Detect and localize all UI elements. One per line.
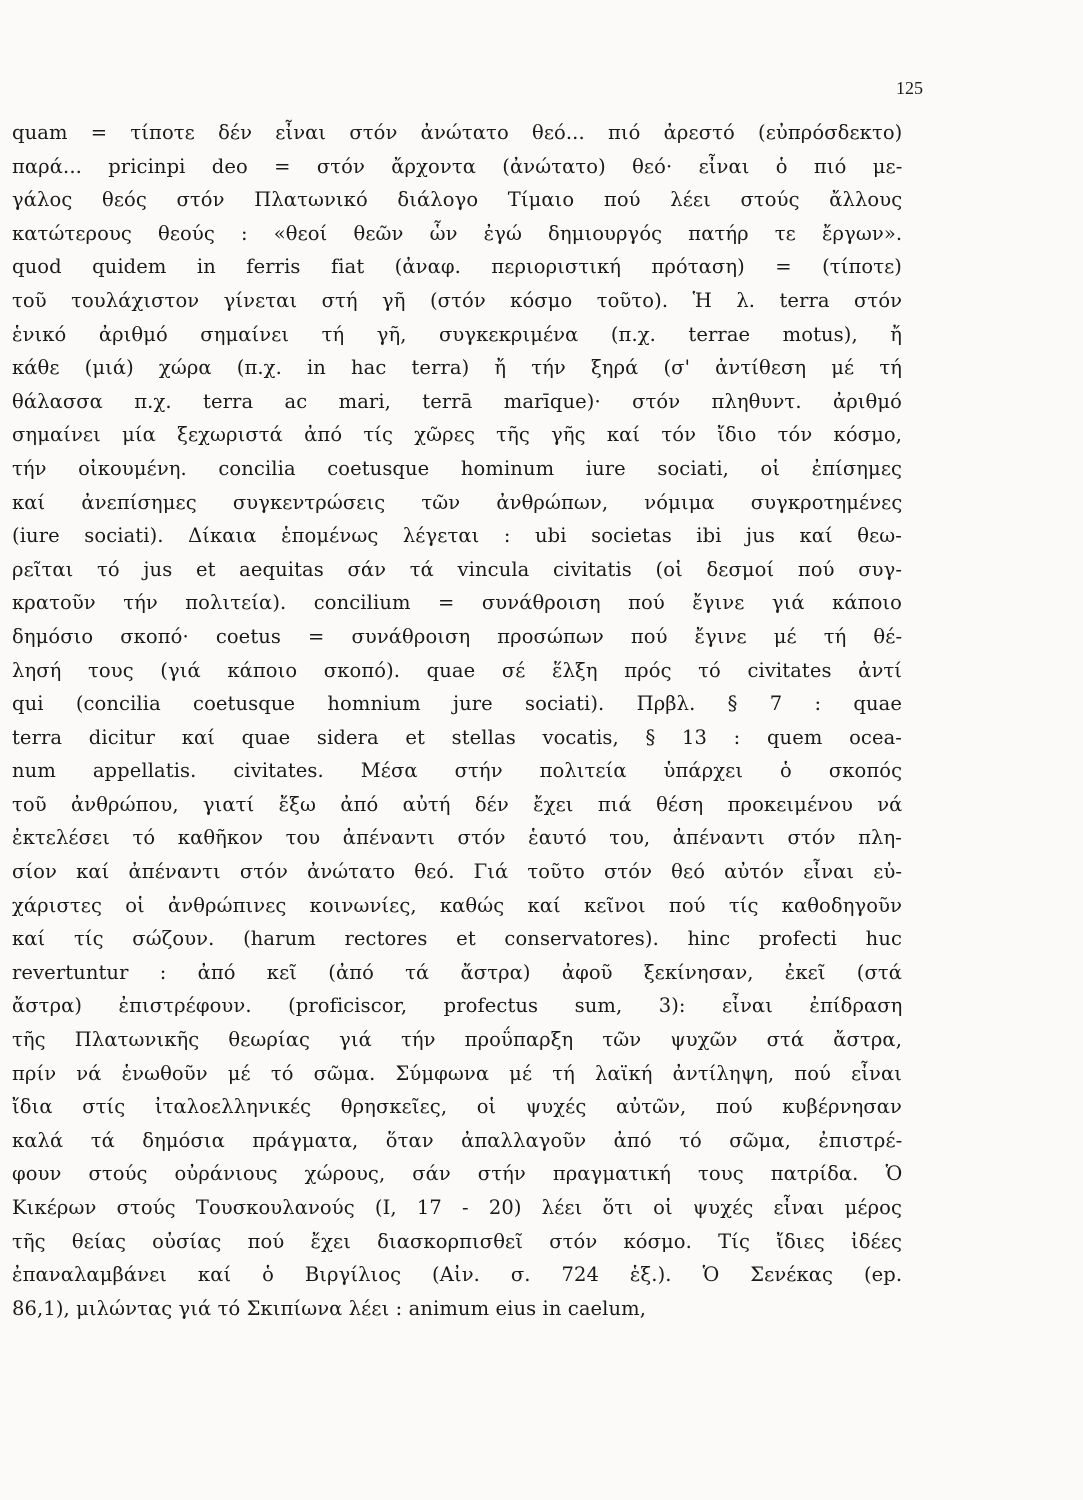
text-line: γάλος θεός στόν Πλατωνικό διάλογο Τίμαιο πού λέει στούς ἄλλους	[12, 188, 902, 212]
text-line: num appellatis. civitates. Μέσα στήν πολιτεία ὑπάρχει ὁ σκοπός	[12, 759, 902, 783]
text-line: ἄστρα) ἐπιστρέφουν. (proficiscor, profectus sum, 3): εἶναι ἐπίδραση	[12, 994, 902, 1018]
text-line: quod quidem in ferris fiat (ἀναφ. περιοριστική πρόταση) = (τίποτε)	[12, 255, 902, 279]
body-text	[12, 116, 902, 1325]
text-line: ἐπαναλαμβάνει καί ὁ Βιργίλιος (Αἰν. σ. 724 ἑξ.). Ὁ Σενέκας (ep.	[12, 1263, 902, 1287]
text-line: Κικέρων στούς Τουσκουλανούς (I, 17 - 20) λέει ὅτι οἱ ψυχές εἶναι μέρος	[12, 1196, 902, 1219]
text-line: πρίν νά ἑνωθοῦν μέ τό σῶμα. Σύμφωνα μέ τή λαϊκή ἀντίληψη, πού εἶναι	[12, 1061, 902, 1085]
text-line: κάθε (μιά) χώρα (π.χ. in hac terra) ἤ τήν ξηρά (σ' ἀντίθεση μέ τή	[12, 356, 902, 380]
text-line: φουν στούς οὐράνιους χώρους, σάν στήν πραγματική τους πατρίδα. Ὁ	[12, 1162, 902, 1186]
text-line: σίον καί ἀπέναντι στόν ἀνώτατο θεό. Γιά τοῦτο στόν θεό αὐτόν εἶναι εὐ-	[12, 860, 902, 884]
text-line: καλά τά δημόσια πράγματα, ὅταν ἀπαλλαγοῦν ἀπό τό σῶμα, ἐπιστρέ-	[12, 1128, 902, 1152]
text-line: κατώτερους θεούς : «θεοί θεῶν ὧν ἐγώ δημιουργός πατήρ τε ἔργων».	[12, 221, 902, 245]
text-line: δημόσιο σκοπό· coetus = συνάθροιση προσώπων πού ἔγινε μέ τή θέ-	[12, 624, 902, 648]
page-number: 125	[896, 78, 923, 98]
text-line: χάριστες οἱ ἀνθρώπινες κοινωνίες, καθώς καί κεῖνοι πού τίς καθοδηγοῦν	[12, 893, 902, 917]
text-line: 86,1), μιλώντας γιά τό Σκιπίωνα λέει : animum eius in caelum,	[12, 1296, 647, 1320]
text-line: τοῦ τουλάχιστον γίνεται στή γῆ (στόν κόσμο τοῦτο). Ἡ λ. terra στόν	[12, 288, 902, 312]
text-line: τήν οἰκουμένη. concilia coetusque hominum iure sociati, οἱ ἐπίσημες	[12, 456, 902, 480]
text-line: (iure sociati). Δίκαια ἑπομένως λέγεται : ubi societas ibi jus καί θεω-	[12, 524, 902, 548]
text-line: ρεῖται τό jus et aequitas σάν τά vincula civitatis (οἱ δεσμοί πού συγ-	[12, 557, 902, 581]
text-line: λησή τους (γιά κάποιο σκοπό). quae σέ ἕλξη πρός τό civitates ἀντί	[12, 658, 902, 682]
text-line: τοῦ ἀνθρώπου, γιατί ἔξω ἀπό αὐτή δέν ἔχει πιά θέση προκειμένου νά	[12, 792, 902, 816]
text-line: κρατοῦν τήν πολιτεία). concilium = συνάθροιση πού ἔγινε γιά κάποιο	[12, 591, 902, 615]
text-line: παρά... pricinpi deo = στόν ἄρχοντα (ἀνώτατο) θεό· εἶναι ὁ πιό με-	[12, 154, 902, 178]
text-line: σημαίνει μία ξεχωριστά ἀπό τίς χῶρες τῆς γῆς καί τόν ἴδιο τόν κόσμο,	[12, 423, 902, 447]
text-line: καί ἀνεπίσημες συγκεντρώσεις τῶν ἀνθρώπων, νόμιμα συγκροτημένες	[12, 490, 902, 514]
text-line: revertuntur : ἀπό κεῖ (ἀπό τά ἄστρα) ἀφοῦ ξεκίνησαν, ἐκεῖ (στά	[12, 960, 902, 984]
text-line: terra dicitur καί quae sidera et stellas vocatis, § 13 : quem ocea-	[12, 725, 902, 749]
text-line: ἑνικό ἀριθμό σημαίνει τή γῆ, συγκεκριμένα (π.χ. terrae motus), ἤ	[12, 322, 902, 346]
text-line: ἐκτελέσει τό καθῆκον του ἀπέναντι στόν ἑαυτό του, ἀπέναντι στόν πλη-	[12, 826, 902, 850]
text-line: θάλασσα π.χ. terra ac mari, terrā marīque)· στόν πληθυντ. ἀριθμό	[12, 389, 902, 413]
text-line: τῆς θείας οὐσίας πού ἔχει διασκορπισθεῖ στόν κόσμο. Τίς ἴδιες ἰδέες	[12, 1229, 902, 1253]
text-line: τῆς Πλατωνικῆς θεωρίας γιά τήν προΰπαρξη τῶν ψυχῶν στά ἄστρα,	[12, 1028, 902, 1052]
text-line: καί τίς σώζουν. (harum rectores et conservatores). hinc profecti huc	[12, 927, 902, 951]
text-line: qui (concilia coetusque homnium jure sociati). Πρβλ. § 7 : quae	[12, 692, 902, 716]
text-line: ἴδια στίς ἰταλοελληνικές θρησκεῖες, οἱ ψυχές αὐτῶν, πού κυβέρνησαν	[12, 1095, 902, 1119]
text-line: quam = τίποτε δέν εἶναι στόν ἀνώτατο θεό... πιό ἀρεστό (εὐπρόσδεκτο)	[12, 121, 902, 144]
